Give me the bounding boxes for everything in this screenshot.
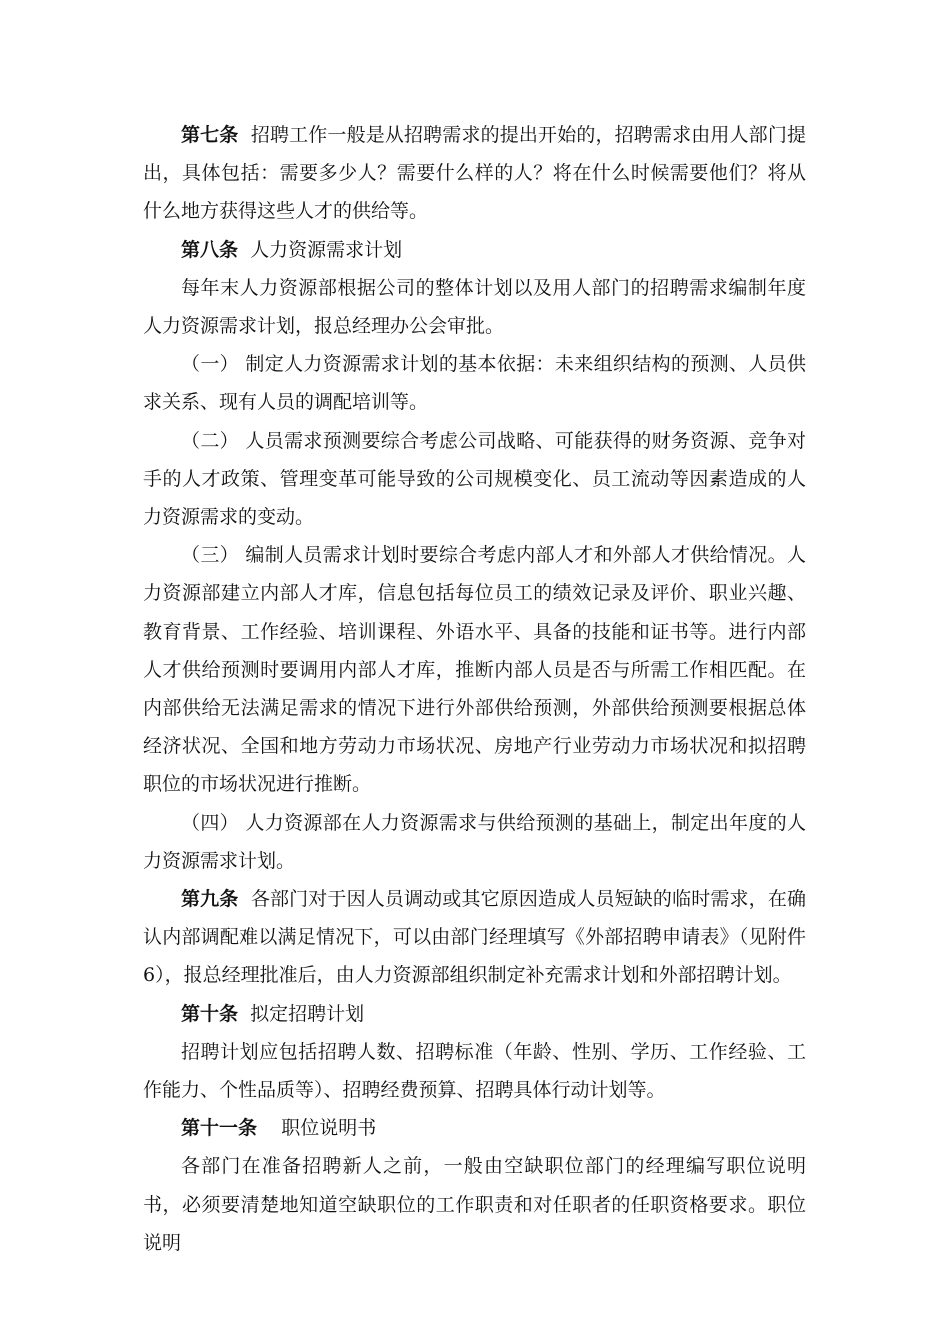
article-7 (143, 116, 806, 231)
article-9-heading: 第九条 (181, 888, 239, 911)
article-10-heading: 第十条 (181, 1002, 239, 1025)
article-9 (143, 880, 806, 995)
document-body (143, 116, 806, 1262)
article-11-heading-line (143, 1109, 806, 1147)
article-8-heading-line (143, 231, 806, 269)
article-7-heading: 第七条 (181, 124, 239, 146)
article-8-title: 人力资源需求计划 (250, 238, 403, 261)
article-8-item-2: （二） 人员需求预测要综合考虑公司战略、可能获得的财务资源、竞争对手的人才政策、管理变革可能导致的公司规模变化、员工流动等因素造成的人力资源需求的变动。 (143, 429, 806, 529)
article-10-text: 招聘计划应包括招聘人数、招聘标准（年龄、性别、学历、工作经验、工作能力、个性品质等）、招聘经费预算、招聘具体行动计划等。 (143, 1040, 806, 1102)
article-8-item-4: （四） 人力资源部在人力资源需求与供给预测的基础上，制定出年度的人力资源需求计划。 (143, 811, 806, 872)
article-11-text: 各部门在准备招聘新人之前，一般由空缺职位部门的经理编写职位说明书，必须要清楚地知道空缺职位的工作职责和对任职者的任职资格要求。职位说明 (143, 1155, 806, 1254)
article-11-title: 职位说明书 (281, 1117, 377, 1140)
article-10-heading-line (143, 995, 806, 1033)
article-8-heading: 第八条 (181, 238, 239, 261)
article-9-text: 各部门对于因人员调动或其它原因造成人员短缺的临时需求，在确认内部调配难以满足情况下，可以由部门经理填写《外部招聘申请表》（见附件6），报总经理批准后，由人力资源部组织制定补充需求计划和外部招聘计划。 (143, 888, 806, 987)
article-7-text: 招聘工作一般是从招聘需求的提出开始的，招聘需求由用人部门提出，具体包括：需要多少人？需要什么样的人？将在什么时候需要他们？将从什么地方获得这些人才的供给等。 (143, 124, 806, 223)
article-8-item-1: （一） 制定人力资源需求计划的基本依据：未来组织结构的预测、人员供求关系、现有人员的调配培训等。 (143, 353, 806, 414)
article-8-item-3: （三） 编制人员需求计划时要综合考虑内部人才和外部人才供给情况。人力资源部建立内部人才库，信息包括每位员工的绩效记录及评价、职业兴趣、教育背景、工作经验、培训课程、外语水平、具备的技能和证书等。进行内部人才供给预测时要调用内部人才库，推断内部人员是否与所需工作相匹配。在内部供给无法满足需求的情况下进行外部供给预测，外部供给预测要根据总体经济状况、全国和地方劳动力市场状况、房地产行业劳动力市场状况和拟招聘职位的市场状况进行推断。 (143, 544, 806, 796)
article-8-intro: 每年末人力资源部根据公司的整体计划以及用人部门的招聘需求编制年度人力资源需求计划，报总经理办公会审批。 (143, 276, 806, 338)
article-10-title: 拟定招聘计划 (250, 1002, 365, 1025)
article-11-heading: 第十一条 (181, 1117, 258, 1140)
